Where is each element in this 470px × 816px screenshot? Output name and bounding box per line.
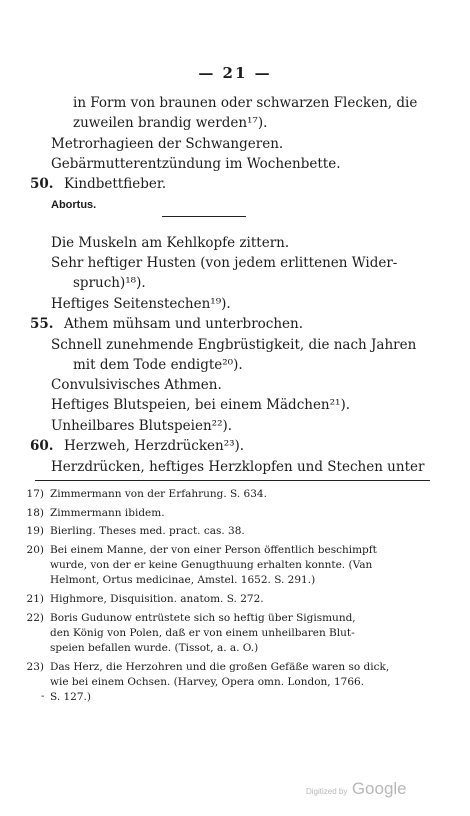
body-line: Sehr heftiger Husten (von jedem erlittenen Wider- [51,255,398,271]
body-line: Herzdrücken, heftiges Herzklopfen und Stechen unter [51,459,425,475]
footnote: 22) Boris Gudunow entrüstete sich so heftig über Sigismund, [26,612,356,624]
numbered-line [30,174,166,194]
body-line: zuweilen brandig werden¹⁷). [73,115,268,131]
body-line: Unheilbares Blutspeien²²). [51,418,233,434]
line-number: 50. [30,176,54,192]
footnote-rule [35,480,430,481]
line-number: 60. [30,438,54,454]
footnote: 20) Bei einem Manne, der von einer Person öffentlich beschimpft [26,544,377,556]
stray-mark: - [41,691,45,702]
footnote: 18) Zimmermann ibidem. [26,507,165,519]
footnote: 19) Bierling. Theses med. pract. cas. 38. [26,525,245,537]
body-line: Kindbettfieber. [64,176,167,192]
body-line: mit dem Tode endigte²⁰). [73,357,243,373]
body-line: Gebärmutterentzündung im Wochenbette. [51,156,341,172]
footnote-continuation: wurde, von der er keine Genugthuung erhalten konnte. (Van [50,559,373,571]
digitized-by-google-watermark: Digitized by Google [306,779,407,798]
body-line: Heftiges Seitenstechen¹⁹). [51,296,231,312]
body-line: Herzweh, Herzdrücken²³). [64,438,245,454]
footnote-continuation: S. 127.) [50,691,91,703]
numbered-line [30,436,244,456]
abortus-heading: Abortus. [51,199,97,211]
numbered-line [30,314,303,334]
body-line: Metrorhagieen der Schwangeren. [51,136,284,152]
body-line: in Form von braunen oder schwarzen Flecken, die [73,95,418,111]
footnote: 21) Highmore, Disquisition. anatom. S. 272. [26,593,264,605]
body-line: Schnell zunehmende Engbrüstigkeit, die nach Jahren [51,337,417,353]
page-number: — 21 — [198,64,272,82]
footnote-continuation: wie bei einem Ochsen. (Harvey, Opera omn. London, 1766. [50,676,365,688]
body-line: Athem mühsam und unterbrochen. [64,316,304,332]
footnote-continuation: Helmont, Ortus medicinae, Amstel. 1652. S. 291.) [50,574,316,586]
footnote: 17) Zimmermann von der Erfahrung. S. 634. [26,488,267,500]
footnote-continuation: den König von Polen, daß er von einem unheilbaren Blut- [50,627,355,639]
footnote-continuation: speien befallen wurde. (Tissot, a. a. O.) [50,642,259,654]
body-line: Heftiges Blutspeien, bei einem Mädchen²¹). [51,397,351,413]
footnote: 23) Das Herz, die Herzohren und die großen Gefäße waren so dick, [26,661,390,673]
body-line: spruch)¹⁸). [73,275,146,291]
section-rule [162,216,246,217]
body-line: Die Muskeln am Kehlkopfe zittern. [51,235,290,251]
body-line: Convulsivisches Athmen. [51,377,222,393]
line-number: 55. [30,316,54,332]
